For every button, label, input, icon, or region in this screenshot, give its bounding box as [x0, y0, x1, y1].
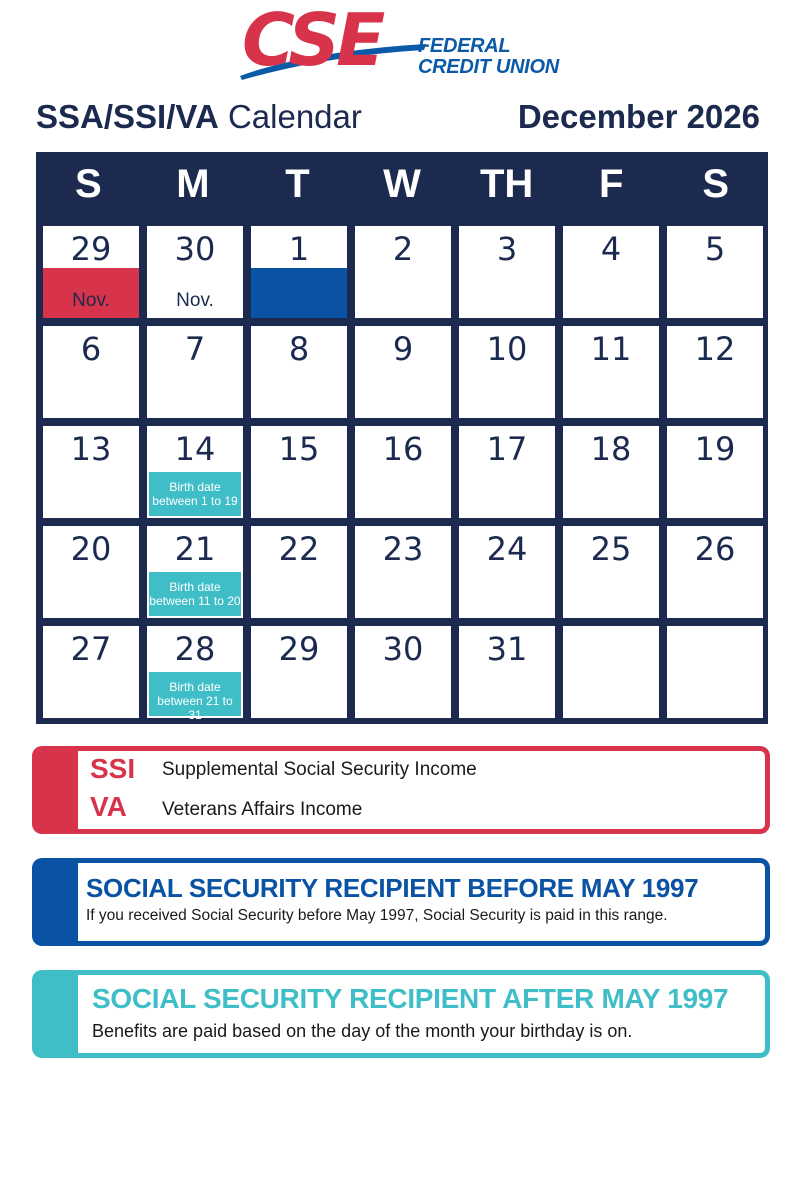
calendar-grid [36, 152, 768, 724]
day-number: 11 [590, 330, 632, 368]
note-line: Birth date [169, 580, 221, 594]
day-number: 13 [70, 430, 112, 468]
birthdate-payment-note [149, 572, 241, 616]
day-number: 6 [80, 330, 102, 368]
page-title [36, 98, 362, 136]
weekday-label: M [176, 162, 210, 206]
calendar-day-cell [355, 326, 451, 418]
day-number: 1 [288, 230, 310, 268]
calendar-day-cell [355, 426, 451, 518]
calendar-day-cell [251, 426, 347, 518]
after-1997-heading: SOCIAL SECURITY RECIPIENT AFTER MAY 1997 [92, 983, 729, 1014]
calendar-day-cell [43, 326, 139, 418]
legend-desc-va: Veterans Affairs Income [162, 799, 363, 820]
calendar-day-cell [459, 526, 555, 618]
day-number: 4 [600, 230, 622, 268]
before-1997-text: If you received Social Security before May 1997, Social Security is paid in this range. [86, 907, 668, 924]
calendar-day-cell [43, 226, 139, 318]
calendar-day-cell [563, 326, 659, 418]
day-number: 29 [70, 230, 112, 268]
month-year-title: December 2026 [517, 98, 760, 135]
ss-before-1997-payment-bar [251, 268, 347, 318]
day-number: 18 [590, 430, 632, 468]
calendar-day-cell [563, 626, 659, 718]
day-number: 10 [486, 330, 528, 368]
weekday-label: S [702, 162, 730, 206]
calendar-day-cell [667, 426, 763, 518]
logo-line-credit-union: CREDIT UNION [418, 56, 559, 78]
weekday-label: W [383, 162, 421, 206]
note-line: between 21 to 31 [157, 694, 233, 722]
calendar-day-cell [147, 526, 243, 618]
note-line: Birth date [169, 680, 221, 694]
day-number: 19 [694, 430, 736, 468]
birthdate-payment-note [149, 672, 241, 722]
calendar-day-cell [147, 426, 243, 518]
title-calendar: Calendar [227, 98, 362, 135]
calendar-day-cell [667, 526, 763, 618]
calendar-day-cell [147, 326, 243, 418]
calendar-day-cell [459, 226, 555, 318]
day-number: 23 [382, 530, 424, 568]
day-number: 3 [496, 230, 518, 268]
previous-month-label: Nov. [72, 290, 110, 311]
logo-mark: CSE [242, 0, 382, 82]
day-number: 5 [704, 230, 726, 268]
weekday-label: T [285, 162, 310, 206]
legend-box [32, 746, 770, 834]
day-number: 7 [184, 330, 206, 368]
title-programs: SSA/SSI/VA [36, 98, 219, 135]
day-number: 16 [382, 430, 424, 468]
day-number: 14 [174, 430, 216, 468]
calendar-day-cell [355, 626, 451, 718]
before-1997-box [32, 858, 770, 946]
calendar-day-cell [667, 226, 763, 318]
weekday-label: S [74, 162, 102, 206]
calendar-day-cell [43, 626, 139, 718]
calendar-day-cell [459, 326, 555, 418]
calendar-day-cell [563, 426, 659, 518]
day-number: 2 [392, 230, 414, 268]
logo-line-federal: FEDERAL [418, 35, 511, 57]
day-number: 17 [486, 430, 528, 468]
calendar-day-cell [251, 226, 347, 318]
legend-desc-ssi: Supplemental Social Security Income [162, 759, 477, 780]
legend-abbr-ssi: SSI [90, 753, 136, 784]
calendar-day-cell [251, 326, 347, 418]
day-number: 30 [382, 630, 424, 668]
day-number: 21 [174, 530, 216, 568]
day-number: 15 [278, 430, 320, 468]
day-number: 12 [694, 330, 736, 368]
calendar-day-cell [459, 626, 555, 718]
calendar-day-cell [251, 526, 347, 618]
day-number: 20 [70, 530, 112, 568]
calendar-day-cell [147, 626, 243, 722]
note-line: between 11 to 20 [149, 594, 241, 608]
day-number: 24 [486, 530, 528, 568]
day-number: 28 [174, 630, 216, 668]
weekday-header [36, 152, 768, 224]
calendar-day-cell [459, 426, 555, 518]
before-1997-heading: SOCIAL SECURITY RECIPIENT BEFORE MAY 1997 [86, 873, 699, 903]
day-number: 22 [278, 530, 320, 568]
legend-abbr-va: VA [90, 791, 127, 822]
day-number: 30 [174, 230, 216, 268]
birthdate-payment-note [149, 472, 241, 516]
day-number: 9 [392, 330, 414, 368]
note-line: between 1 to 19 [152, 494, 238, 508]
note-line: Birth date [169, 480, 221, 494]
calendar-day-cell [147, 226, 243, 318]
calendar-day-cell [563, 526, 659, 618]
calendar-day-cell [667, 326, 763, 418]
day-number: 29 [278, 630, 320, 668]
logo-name [418, 36, 559, 78]
previous-month-label: Nov. [176, 290, 214, 311]
calendar-day-cell [43, 526, 139, 618]
after-1997-box [32, 970, 770, 1058]
day-number: 8 [288, 330, 310, 368]
day-number: 27 [70, 630, 112, 668]
calendar-day-cell [43, 426, 139, 518]
calendar-day-cell [355, 526, 451, 618]
weekday-label: TH [479, 162, 534, 206]
day-number: 26 [694, 530, 736, 568]
calendar-day-cell [667, 626, 763, 718]
calendar-day-cell [355, 226, 451, 318]
calendar-day-cell [563, 226, 659, 318]
calendar-day-cell [251, 626, 347, 718]
day-number: 25 [590, 530, 632, 568]
weekday-label: F [598, 162, 624, 206]
day-number: 31 [486, 630, 528, 668]
cse-logo [238, 0, 568, 85]
after-1997-text: Benefits are paid based on the day of the month your birthday is on. [92, 1021, 633, 1041]
